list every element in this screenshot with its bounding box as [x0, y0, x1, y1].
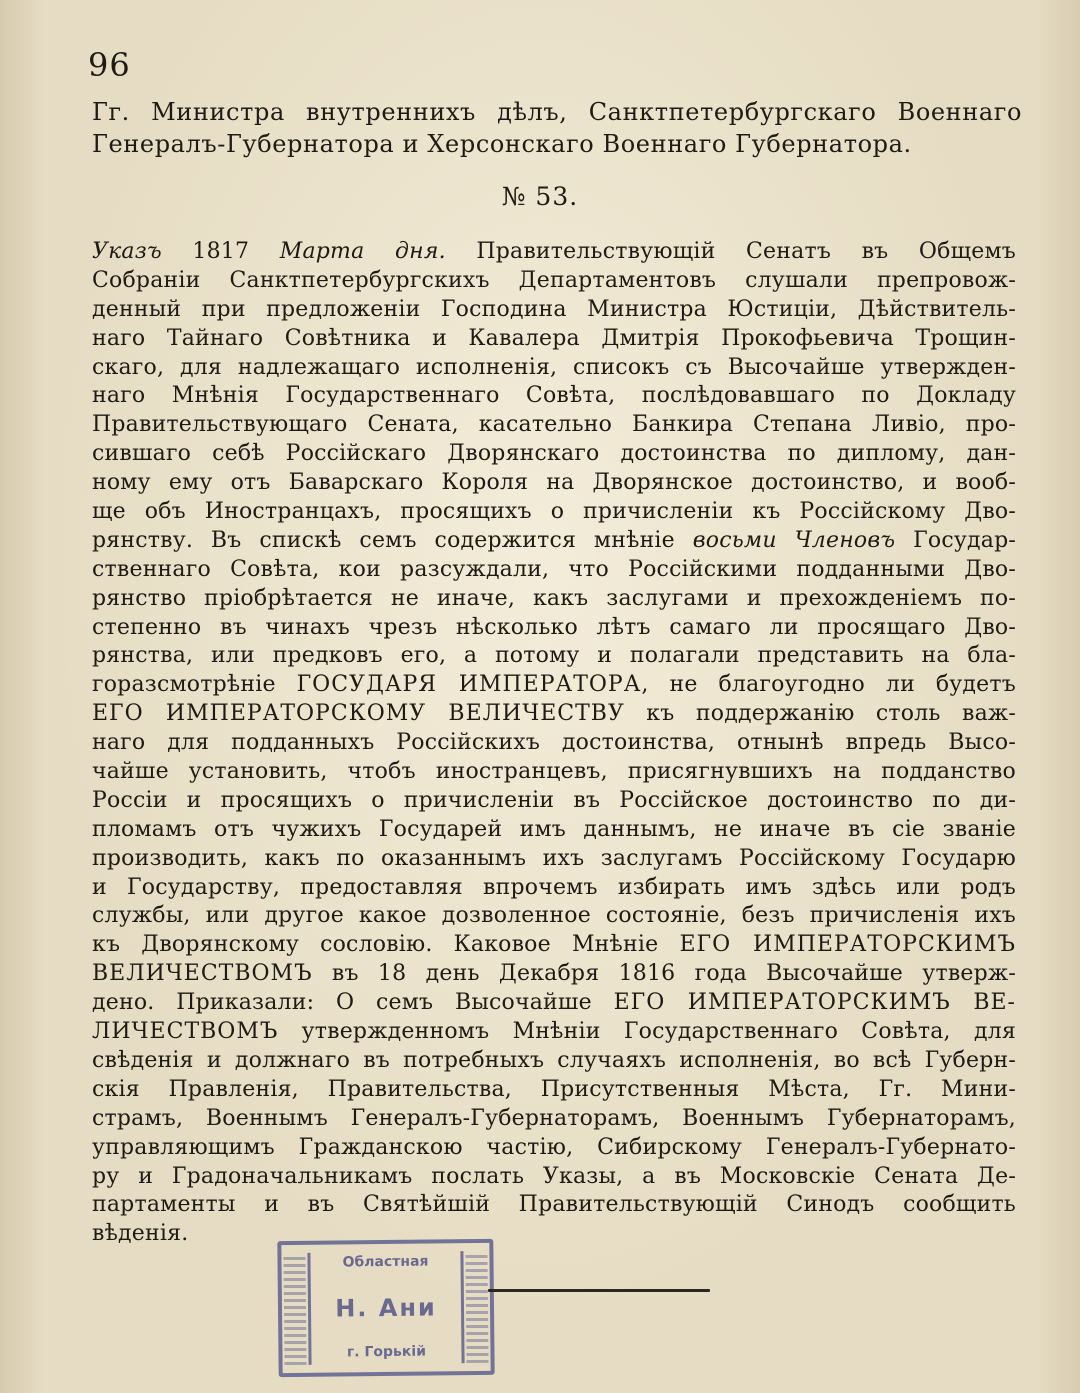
text-line: ще объ Иностранцахъ, просящихъ о причисленіи къ Россійскому Дво-: [92, 499, 1016, 525]
text-line: [92, 931, 1016, 960]
text-fragment: Государ-: [895, 527, 1016, 553]
text-line: [92, 1018, 1016, 1047]
text-line: ному ему отъ Баварскаго Короля на Дворянское достоинство, и вооб-: [92, 470, 1016, 496]
text-line: сившаго себѣ Россійскаго Дворянскаго достоинства по диплому, дан-: [92, 441, 1016, 467]
text-line: Правительствующаго Сената, касательно Банкира Степана Ливіо, про-: [92, 412, 1016, 438]
text-line: производить, какъ по оказаннымъ ихъ заслугамъ Россійскому Государю: [92, 845, 1016, 871]
text-fragment: въ 18 день Декабря 1816 года Высочайше утверж-: [312, 961, 1016, 987]
text-line: рянство пріобрѣтается не иначе, какъ заслугами и прехожденіемъ по-: [92, 585, 1016, 611]
text-line: управляющимъ Гражданскою частію, Сибирскому Генералъ-Губернато-: [92, 1134, 1016, 1160]
library-stamp: [277, 1239, 494, 1377]
text-fragment: рянству. Въ спискѣ семъ содержится мнѣніе: [92, 527, 693, 553]
text-fragment: къ Дворянскому сословію. Каковое Мнѣніе: [92, 932, 680, 958]
text-line: и Государству, предоставляя впрочемъ избирать имъ здѣсь или родъ: [92, 874, 1016, 900]
text-line: [92, 960, 1016, 989]
text-line: наго Мнѣнія Государственнаго Совѣта, послѣдовавшаго по Докладу: [92, 383, 1016, 409]
stamp-top-text: Областная: [342, 1253, 429, 1271]
text-line: Россіи и просящихъ о причисленіи въ Россійское достоинство по ди-: [92, 787, 1016, 813]
text-line: [92, 671, 1016, 700]
text-line: наго Тайнаго Совѣтника и Кавалера Дмитрія Прокофьевича Трощин-: [92, 325, 1016, 351]
stamp-bottom-text: г. Горькій: [346, 1343, 427, 1361]
stamp-center-text: Н. Ани: [335, 1293, 437, 1323]
text-line: денный при предложеніи Господина Министра Юстиціи, Дѣйствитель-: [92, 296, 1016, 322]
text-line: скія Правленія, Правительства, Присутственныя Мѣста, Гг. Мини-: [92, 1076, 1016, 1102]
text-fragment: утвержденномъ Мнѣніи Государственнаго Совѣта, для: [278, 1019, 1016, 1045]
text-fragment: Правительствующій Сенатъ въ Общемъ: [445, 239, 1016, 264]
text-line: [92, 989, 1016, 1018]
text-line: чайше установить, чтобъ иностранцевъ, присягнувшихъ на подданство: [92, 759, 1016, 785]
text-gap: [364, 239, 395, 264]
text-fragment: дено. Приказали: О семъ Высочайше: [92, 990, 614, 1016]
caps-phrase: ЕГО ИМПЕРАТОРСКИМЪ ВЕ-: [613, 990, 1016, 1016]
decree-year: 1817: [161, 239, 280, 264]
section-heading: Гг. Министра внутреннихъ дѣлъ, Санктпетербургскаго Военнаго Генералъ-Губернатора и Херсонскаго Военнаго Губернатора.: [92, 98, 1022, 158]
text-line: наго для подданныхъ Россійскихъ достоинства, отнынѣ впредь Высо-: [92, 730, 1016, 756]
italic-phrase: восьми Членовъ: [692, 527, 896, 553]
decree-text: [92, 238, 1016, 1249]
text-line: ственнаго Совѣта, кои разсуждали, что Россійскими подданными Дво-: [92, 556, 1016, 582]
caps-phrase: ЕГО ИМПЕРАТОРСКИМЪ: [679, 932, 1016, 958]
document-number: № 53.: [501, 182, 579, 211]
caps-phrase: ЛИЧЕСТВОМЪ: [92, 1019, 279, 1045]
text-line: свѣденія и должнаго въ потребныхъ случаяхъ исполненія, во всѣ Губерн-: [92, 1047, 1016, 1073]
page-number: 96: [88, 46, 131, 84]
text-fragment: горазсмотрѣніе: [92, 672, 297, 698]
text-fragment: , не благоугодно ли будетъ: [641, 672, 1016, 698]
decree-month: Марта: [279, 239, 365, 264]
text-line: степенно въ чинахъ чрезъ нѣсколько лѣтъ самаго ли просящаго Дво-: [92, 614, 1016, 640]
stamp-border-right: [465, 1251, 488, 1363]
decree-word: Указъ: [92, 239, 162, 264]
stamp-border-left: [283, 1253, 306, 1365]
text-line: рянства, или предковъ его, а потому и полагали представить на бла-: [92, 643, 1016, 669]
caps-phrase: ЕГО ИМПЕРАТОРСКОМУ ВЕЛИЧЕСТВУ: [92, 701, 625, 727]
text-line: страмъ, Военнымъ Генералъ-Губернаторамъ, Военнымъ Губернаторамъ,: [92, 1105, 1016, 1131]
text-line: Собраніи Санктпетербургскихъ Департаментовъ слушали препровож-: [92, 267, 1016, 293]
text-line: скаго, для надлежащаго исполненія, списокъ съ Высочайше утвержден-: [92, 354, 1016, 380]
text-line: службы, или другое какое дозволенное состояніе, безъ причисленія ихъ: [92, 903, 1016, 929]
closing-rule: [488, 1289, 710, 1292]
text-line: партаменты и въ Святѣйшій Правительствующій Синодъ сообщить: [92, 1192, 1016, 1218]
stamp-frame: [307, 1251, 464, 1365]
text-line: [92, 527, 1016, 556]
text-line: ру и Градоначальникамъ послать Указы, а въ Московскіе Сената Де-: [92, 1163, 1016, 1189]
caps-phrase: ВЕЛИЧЕСТВОМЪ: [92, 961, 313, 987]
text-line: [92, 238, 1016, 267]
text-fragment: къ поддержанію столь важ-: [624, 701, 1016, 727]
text-line: пломамъ отъ чужихъ Государей имъ даннымъ, не иначе въ сіе званіе: [92, 816, 1016, 842]
text-line: [92, 700, 1016, 729]
decree-day: дня.: [395, 239, 446, 264]
text-line: вѣденія.: [92, 1221, 189, 1247]
caps-phrase: ГОСУДАРЯ ИМПЕРАТОРА: [296, 672, 642, 698]
